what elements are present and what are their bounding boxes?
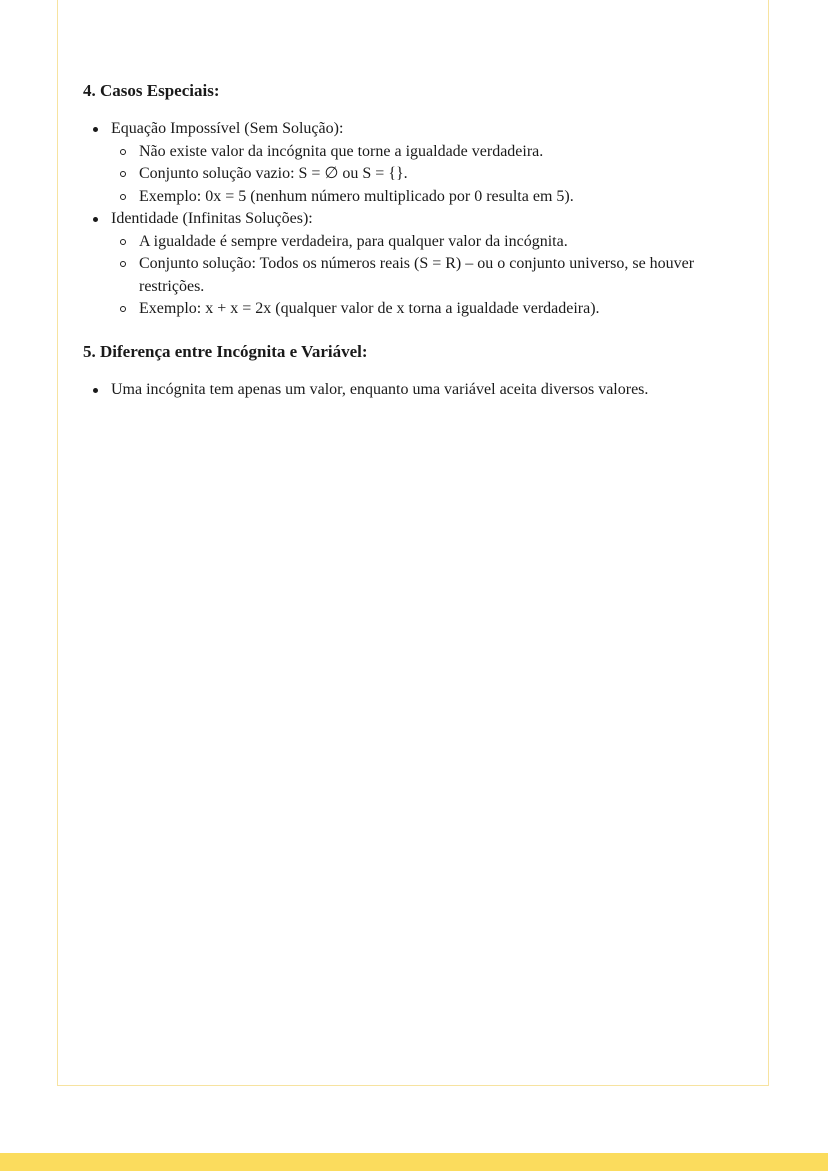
circle-bullet-icon bbox=[120, 171, 126, 177]
sublist-item-text: Exemplo: 0x = 5 (nenhum número multiplicado por 0 resulta em 5). bbox=[139, 187, 574, 205]
sublist-item-text: Não existe valor da incógnita que torne a igualdade verdadeira. bbox=[139, 142, 544, 160]
circle-bullet-icon bbox=[120, 239, 126, 245]
casos-especiais-list bbox=[83, 118, 723, 321]
sublist-item bbox=[111, 186, 723, 209]
sublist-item bbox=[111, 163, 723, 186]
sublist-item bbox=[111, 253, 723, 298]
circle-bullet-icon bbox=[120, 149, 126, 155]
sublist-item-text: Conjunto solução vazio: S = ∅ ou S = {}. bbox=[139, 165, 408, 182]
sublist bbox=[111, 231, 723, 321]
bullet-icon bbox=[93, 127, 98, 132]
circle-bullet-icon bbox=[120, 194, 126, 200]
sublist-item bbox=[111, 141, 723, 164]
section-heading-diferenca: 5. Diferença entre Incógnita e Variável: bbox=[83, 341, 368, 361]
list-item bbox=[83, 118, 723, 208]
sublist-item bbox=[111, 298, 723, 321]
list-item bbox=[83, 208, 723, 321]
section-heading-casos-especiais: 4. Casos Especiais: bbox=[83, 81, 220, 100]
sublist-item-text: Exemplo: x + x = 2x (qualquer valor de x torna a igualdade verdadeira). bbox=[139, 300, 600, 317]
list-item-text: Identidade (Infinitas Soluções): bbox=[111, 210, 313, 227]
circle-bullet-icon bbox=[120, 261, 126, 267]
document-content bbox=[83, 80, 723, 401]
list-item-text: Uma incógnita tem apenas um valor, enquanto uma variável aceita diversos valores. bbox=[111, 380, 649, 398]
diferenca-list bbox=[83, 379, 723, 402]
list-item bbox=[83, 379, 723, 402]
footer-bar bbox=[0, 1153, 828, 1171]
sublist-item-text: A igualdade é sempre verdadeira, para qualquer valor da incógnita. bbox=[139, 232, 568, 250]
circle-bullet-icon bbox=[120, 306, 126, 312]
sublist-item-text: Conjunto solução: Todos os números reais (S = R) – ou o conjunto universo, se houver restrições. bbox=[139, 255, 695, 295]
list-item-text: Equação Impossível (Sem Solução): bbox=[111, 120, 344, 137]
sublist bbox=[111, 141, 723, 209]
bullet-icon bbox=[93, 388, 98, 393]
sublist-item bbox=[111, 231, 723, 254]
bullet-icon bbox=[93, 217, 98, 222]
